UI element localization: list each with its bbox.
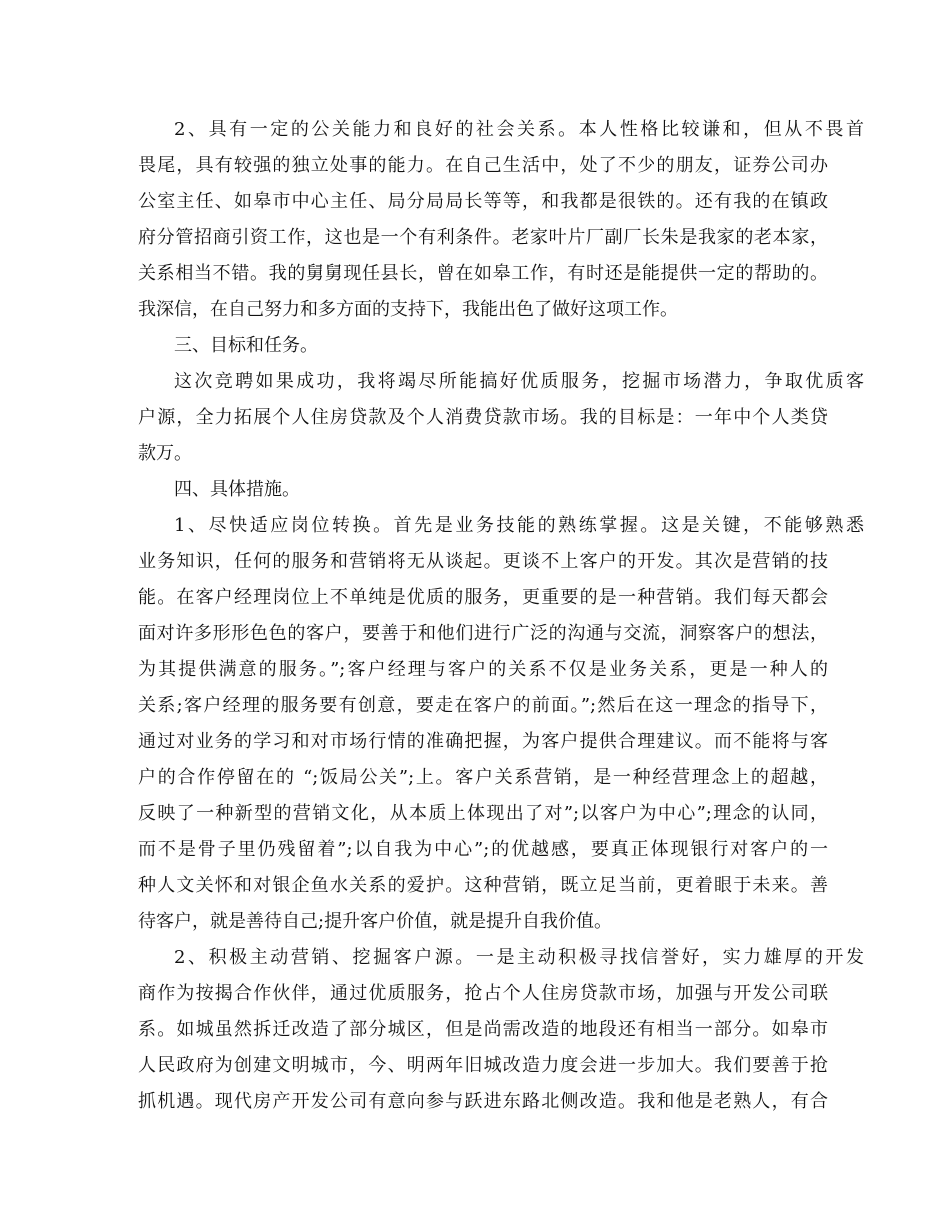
- text-line: 系。如城虽然拆迁改造了部分城区，但是尚需改造的地段还有相当一部分。如皋市: [138, 1019, 828, 1040]
- text-line: 户的合作停留在的 “;饭局公关”;上。客户关系营销，是一种经营理念上的超越，: [138, 767, 828, 788]
- text-line: 面对许多形形色色的客户，要善于和他们进行广泛的沟通与交流，洞察客户的想法，: [138, 623, 828, 644]
- text-line: 反映了一种新型的营销文化，从本质上体现出了对”;以客户为中心”;理念的认同，: [138, 803, 828, 824]
- text-line: 而不是骨子里仍残留着”;以自我为中心”;的优越感，要真正体现银行对客户的一: [138, 839, 828, 860]
- text-line: 业务知识，任何的服务和营销将无从谈起。更谈不上客户的开发。其次是营销的技: [138, 551, 828, 572]
- text-line: 待客户，就是善待自己;提升客户价值，就是提升自我价值。: [138, 911, 613, 932]
- text-line: 2、具有一定的公关能力和良好的社会关系。本人性格比较谦和，但从不畏首: [174, 119, 864, 140]
- text-line: 1、尽快适应岗位转换。首先是业务技能的熟练掌握。这是关键，不能够熟悉: [174, 515, 864, 536]
- text-line: 2、积极主动营销、挖掘客户源。一是主动积极寻找信誉好，实力雄厚的开发: [174, 947, 864, 968]
- text-line: 公室主任、如皋市中心主任、局分局局长等等，和我都是很铁的。还有我的在镇政: [138, 191, 828, 212]
- text-line: 种人文关怀和对银企鱼水关系的爱护。这种营销，既立足当前，更着眼于未来。善: [138, 875, 828, 896]
- text-line: 能。在客户经理岗位上不单纯是优质的服务，更重要的是一种营销。我们每天都会: [138, 587, 828, 608]
- section-heading: 三、目标和任务。: [174, 335, 318, 356]
- text-line: 关系;客户经理的服务要有创意，要走在客户的前面。”;然后在这一理念的指导下，: [138, 695, 828, 716]
- text-line: 这次竞聘如果成功，我将竭尽所能搞好优质服务，挖掘市场潜力，争取优质客: [174, 371, 864, 392]
- text-line: 府分管招商引资工作，这也是一个有利条件。老家叶片厂副厂长朱是我家的老本家，: [138, 227, 828, 248]
- text-line: 畏尾，具有较强的独立处事的能力。在自己生活中，处了不少的朋友，证券公司办: [138, 155, 828, 176]
- text-line: 抓机遇。现代房产开发公司有意向参与跃进东路北侧改造。我和他是老熟人，有合: [138, 1091, 828, 1112]
- text-line: 为其提供满意的服务。”;客户经理与客户的关系不仅是业务关系，更是一种人的: [138, 659, 828, 680]
- text-line: 户源，全力拓展个人住房贷款及个人消费贷款市场。我的目标是：一年中个人类贷: [138, 407, 828, 428]
- text-line: 商作为按揭合作伙伴，通过优质服务，抢占个人住房贷款市场，加强与开发公司联: [138, 983, 828, 1004]
- text-line: 我深信，在自己努力和多方面的支持下，我能出色了做好这项工作。: [138, 299, 678, 320]
- text-line: 款万。: [138, 443, 192, 464]
- text-line: 关系相当不错。我的舅舅现任县长，曾在如皋工作，有时还是能提供一定的帮助的。: [138, 263, 828, 284]
- text-line: 通过对业务的学习和对市场行情的准确把握，为客户提供合理建议。而不能将与客: [138, 731, 828, 752]
- text-line: 人民政府为创建文明城市，今、明两年旧城改造力度会进一步加大。我们要善于抢: [138, 1055, 828, 1076]
- section-heading: 四、具体措施。: [174, 479, 300, 500]
